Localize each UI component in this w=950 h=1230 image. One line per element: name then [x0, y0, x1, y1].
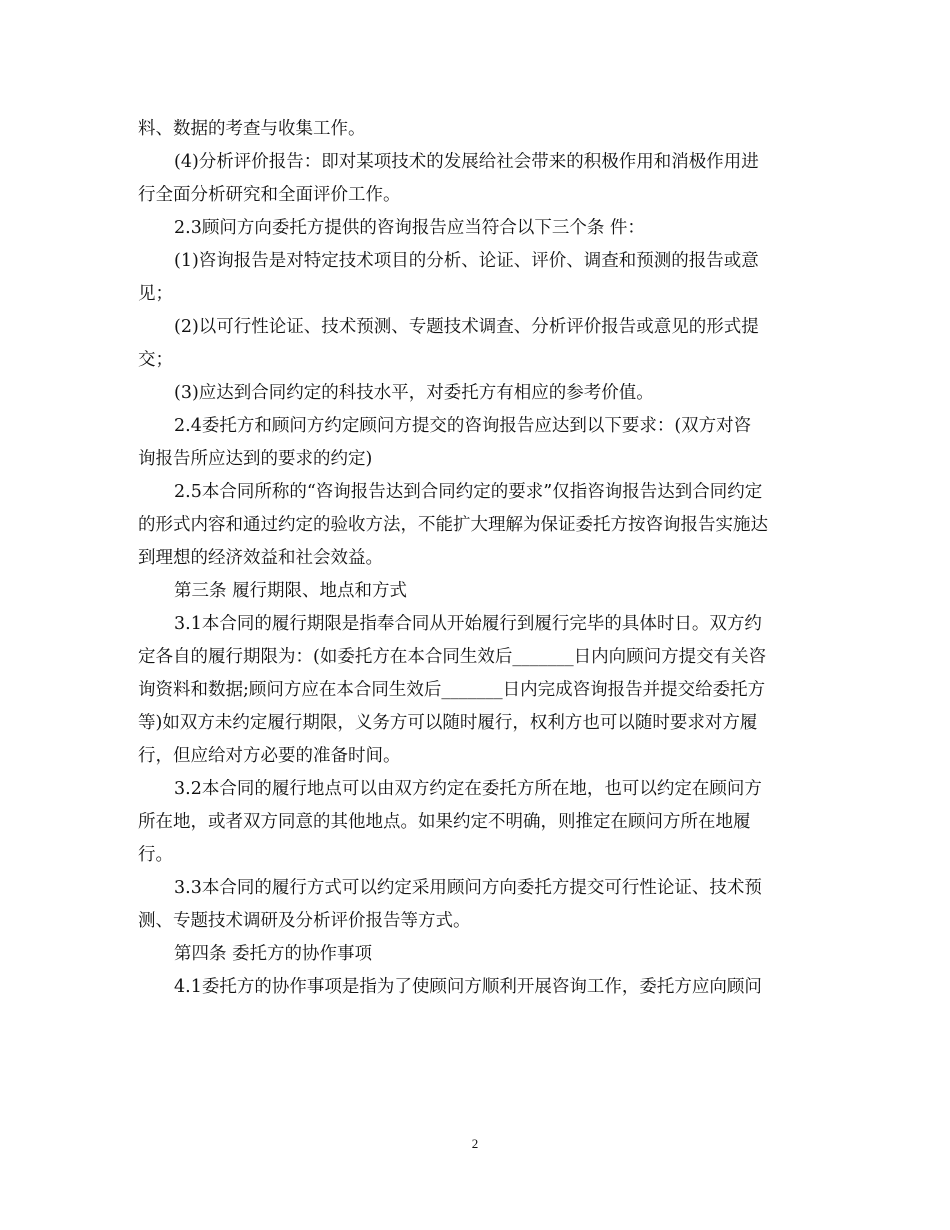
- text-line: 所在地，或者双方同意的其他地点。如果约定不明确，则推定在顾问方所在地履: [138, 812, 751, 832]
- text-line: (4)分析评价报告：即对某项技术的发展给社会带来的积极作用和消极作用进: [174, 152, 759, 172]
- text-line: 行，但应给对方必要的准备时间。: [138, 746, 401, 766]
- text-line: 4.1委托方的协作事项是指为了使顾问方顺利开展咨询工作，委托方应向顾问: [174, 977, 762, 997]
- text-line: 到理想的经济效益和社会效益。: [138, 548, 383, 568]
- text-line: (2)以可行性论证、技术预测、专题技术调查、分析评价报告或意见的形式提: [174, 317, 759, 337]
- text-line: 交；: [138, 350, 173, 370]
- text-line: 料、数据的考查与收集工作。: [138, 119, 366, 139]
- text-line: 2.3顾问方向委托方提供的咨询报告应当符合以下三个条 件：: [174, 218, 645, 238]
- text-line: 询报告所应达到的要求的约定): [138, 449, 373, 469]
- document-body: [138, 113, 818, 1004]
- section-heading: 第四条 委托方的协作事项: [174, 944, 373, 964]
- text-line: 见；: [138, 284, 173, 304]
- text-line: (3)应达到合同约定的科技水平，对委托方有相应的参考价值。: [174, 383, 654, 403]
- text-line: (1)咨询报告是对特定技术项目的分析、论证、评价、调查和预测的报告或意: [174, 251, 759, 271]
- text-line: 等)如双方未约定履行期限，义务方可以随时履行，权利方也可以随时要求对方履: [138, 713, 758, 733]
- page-number: 2: [471, 1136, 479, 1151]
- text-line: 的形式内容和通过约定的验收方法，不能扩大理解为保证委托方按咨询报告实施达: [138, 515, 768, 535]
- text-line: 行。: [138, 845, 173, 865]
- text-line: 行全面分析研究和全面评价工作。: [138, 185, 401, 205]
- text-line: 3.2本合同的履行地点可以由双方约定在委托方所在地，也可以约定在顾问方: [174, 779, 762, 799]
- text-line: 3.1本合同的履行期限是指奉合同从开始履行到履行完毕的具体时日。双方约: [174, 614, 762, 634]
- text-line: 询资料和数据;顾问方应在本合同生效后_______日内完成咨询报告并提交给委托方: [138, 680, 766, 700]
- section-heading: 第三条 履行期限、地点和方式: [174, 581, 408, 601]
- text-line: 定各自的履行期限为：(如委托方在本合同生效后_______日内向顾问方提交有关咨: [138, 647, 767, 667]
- text-line: 测、专题技术调研及分析评价报告等方式。: [138, 911, 471, 931]
- text-line: 2.4委托方和顾问方约定顾问方提交的咨询报告应达到以下要求：(双方对咨: [174, 416, 752, 436]
- text-line: 2.5本合同所称的“咨询报告达到合同约定的要求”仅指咨询报告达到合同约定: [174, 482, 763, 502]
- text-line: 3.3本合同的履行方式可以约定采用顾问方向委托方提交可行性论证、技术预: [174, 878, 762, 898]
